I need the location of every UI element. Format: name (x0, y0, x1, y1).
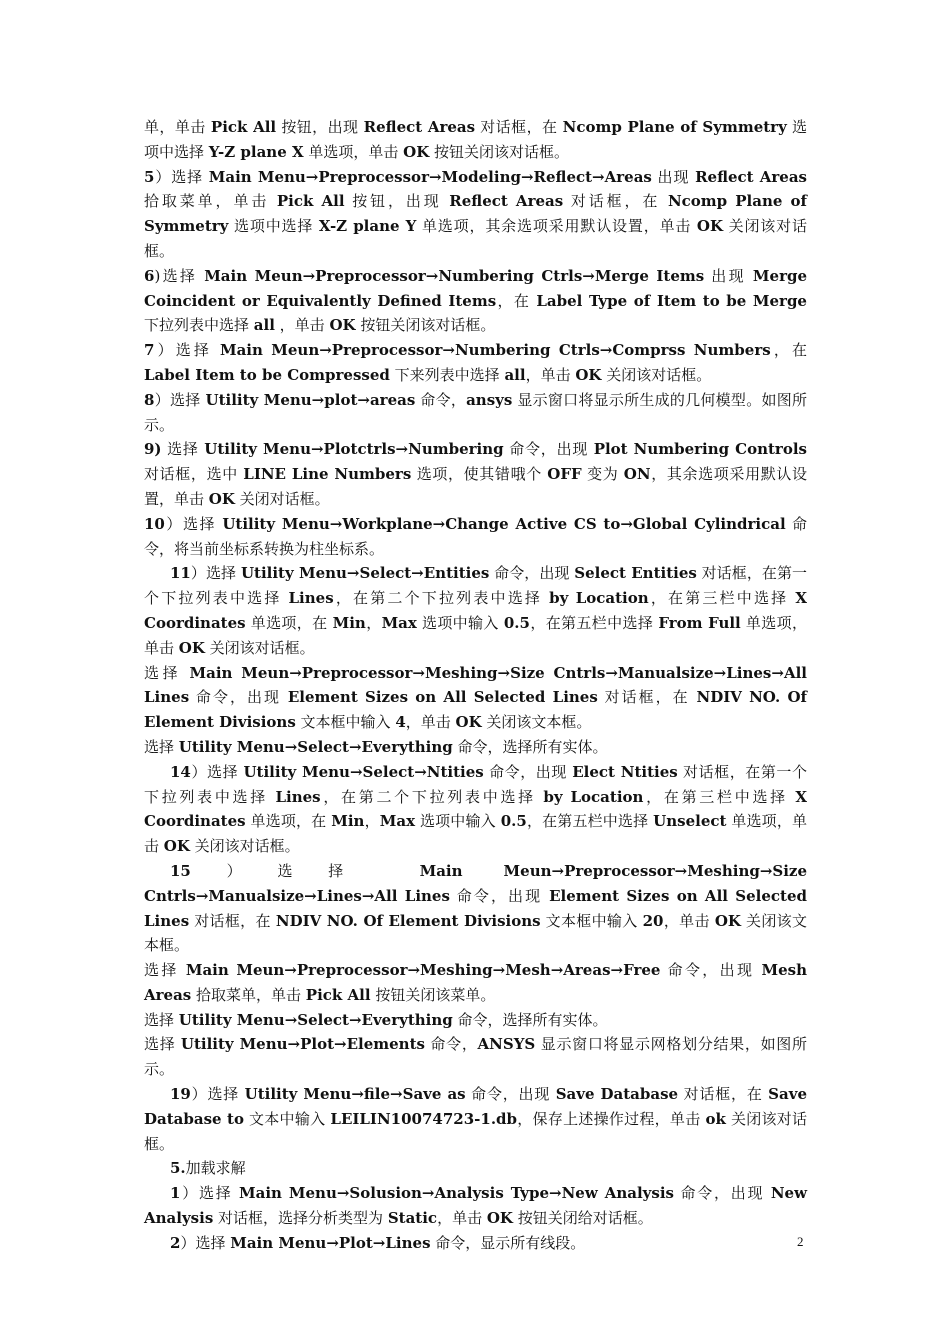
text-run: 命令，选择所有实体。 (452, 737, 608, 756)
bold-term: New Analysis (144, 1184, 807, 1228)
document-body (144, 115, 807, 1256)
text-run: 关闭对话框。 (234, 489, 330, 508)
text-run: 对话框，在 (189, 911, 276, 930)
paragraph (144, 512, 807, 562)
bold-term: OK (403, 142, 430, 161)
text-run: 选项中输入 (416, 613, 504, 632)
text-run: ）选择 (190, 762, 244, 781)
text-run: 单选项，单击 (303, 142, 404, 161)
text-run: ，单击 (437, 1209, 487, 1228)
bold-term: Ncomp Plane of Symmetry (144, 192, 807, 236)
bold-term: Reflect Areas (363, 118, 476, 136)
bold-term: ansys (466, 390, 513, 409)
text-run: )选择 (154, 266, 205, 285)
bold-term: Pick All (276, 192, 345, 211)
text-run: 下来列表中选择 (389, 365, 505, 384)
text-run: ）选择 (190, 564, 241, 583)
bold-term: Main Menu→Preprocessor→Modeling→Reflect→Areas (208, 167, 652, 186)
text-run: 命令，显示所有线段。 (430, 1233, 586, 1252)
text-run: ）选择 (154, 167, 209, 186)
text-run: 命令， (415, 390, 467, 409)
bold-term: Min (332, 613, 366, 632)
text-run: ）选择 (180, 1184, 239, 1203)
text-run: 关闭该对话框。 (144, 217, 807, 260)
bold-term: Y-Z plane X (208, 142, 304, 161)
bold-term: ON (623, 465, 651, 484)
text-run: 对话框，在 (597, 688, 697, 707)
text-run: 出现 (651, 167, 696, 186)
text-run: 文本中输入 (244, 1109, 331, 1128)
text-run: 对话框，选中 (144, 465, 244, 484)
bold-term: Pick All (210, 118, 277, 136)
bold-term: X-Z plane Y (318, 217, 417, 236)
text-run: ，在第二个下拉列表中选择 (333, 589, 550, 608)
bold-term: Pick All (305, 985, 371, 1004)
text-run: ，单击 (274, 316, 330, 335)
bold-term: Elect Ntities (572, 762, 678, 781)
bold-term: OK (486, 1209, 513, 1228)
paragraph (144, 661, 807, 735)
paragraph (144, 165, 807, 264)
paragraph (144, 1032, 807, 1082)
paragraph (144, 388, 807, 438)
paragraph (144, 760, 807, 859)
bold-term: From Full (658, 613, 741, 632)
text-run: 选项中选择 (144, 118, 807, 161)
bold-term: Main Meun→Preprocessor→Meshing→Size Cntrls→Manualsize→Lines→All Lines (144, 861, 807, 905)
bold-term: 1 (170, 1184, 181, 1203)
text-run: ，在第五栏中选择 (529, 613, 659, 632)
text-run: ，单击 (405, 713, 456, 732)
paragraph (144, 264, 807, 338)
text-run: 选择 (144, 1035, 181, 1054)
bold-term: LINE Line Numbers (243, 465, 412, 484)
text-run: ， (364, 812, 380, 831)
text-run: ，在 (770, 341, 807, 360)
text-run: ，保存上述操作过程，单击 (517, 1109, 706, 1128)
text-run: 关闭该文本框。 (144, 911, 807, 955)
text-run: 对话框，在第一个下拉列表中选择 (144, 762, 807, 806)
text-run: 文本框中输入 (295, 713, 396, 732)
text-run: 文本框中输入 (540, 911, 643, 930)
text-run: 出现 (704, 266, 753, 285)
bold-term: OK (455, 713, 482, 732)
bold-term: Label Type of Item to be Merge (536, 291, 807, 310)
bold-term: Utility Menu→Select→Entities (240, 564, 490, 583)
text-run: ，在第二个下拉列表中选择 (320, 787, 544, 806)
bold-term: Reflect Areas (695, 167, 807, 186)
text-run: 关闭该文本框。 (481, 713, 592, 732)
text-run: 按钮关闭该对话框。 (355, 316, 496, 335)
bold-term: Ncomp Plane of Symmetry (562, 118, 787, 136)
text-run: 关闭该对话框。 (189, 837, 300, 856)
bold-term: all (253, 316, 275, 335)
text-run: 命令，选择所有实体。 (452, 1010, 608, 1029)
bold-term: by Location (549, 589, 649, 608)
text-run: ）选择 (164, 514, 223, 533)
text-run: 按钮关闭给对话框。 (512, 1209, 653, 1228)
text-run: 命令，出现 (660, 961, 762, 980)
text-run: ）选择 (190, 861, 420, 880)
text-run: 选择 (144, 1010, 179, 1029)
bold-term: Merge Coincident or Equivalently Defined Items (144, 266, 808, 310)
bold-term: OK (329, 316, 356, 335)
bold-term: Main Menu→Plot→Lines (230, 1233, 431, 1252)
bold-term: Save Database to (144, 1085, 807, 1128)
paragraph (144, 1181, 807, 1231)
text-run: 命令，将当前坐标系转换为柱坐标系。 (144, 514, 807, 558)
text-run: 命令，出现 (489, 564, 575, 583)
text-run: 单选项，单击 (144, 812, 807, 856)
text-run: ，在 (496, 291, 537, 310)
bold-term: OK (178, 638, 205, 657)
text-run: 单，单击 (144, 118, 211, 136)
bold-term: 0.5 (500, 812, 527, 831)
bold-term: 8 (144, 390, 155, 409)
text-run: 选项中选择 (228, 217, 319, 236)
bold-term: Lines (288, 589, 334, 608)
text-run: ）选择 (154, 390, 206, 409)
bold-term: X Coordinates (144, 787, 807, 831)
text-run: 拾取菜单，单击 (144, 192, 277, 211)
paragraph (144, 437, 807, 511)
text-run: 单选项，单击 (144, 613, 807, 657)
bold-term: Label Item to be Compressed (144, 365, 390, 384)
bold-term: Utility Menu→file→Save as (244, 1085, 466, 1104)
bold-term: Utility Menu→Select→Everything (178, 1010, 453, 1029)
bold-term: Utility Menu→Plotctrls→Numbering (204, 440, 504, 459)
bold-term: 7 (144, 341, 155, 360)
bold-term: Element Sizes on All Selected Lines (287, 688, 598, 707)
text-run: ，在第三栏中选择 (643, 787, 796, 806)
text-run: 按钮关闭该对话框。 (429, 142, 570, 161)
text-run: 对话框，在第一个下拉列表中选择 (144, 564, 807, 608)
text-run: 命令，出现 (673, 1184, 771, 1203)
text-run: 命令，出现 (503, 440, 594, 459)
text-run: 加载求解 (185, 1159, 246, 1178)
paragraph (144, 958, 807, 1008)
bold-term: 2 (170, 1233, 181, 1252)
bold-term: NDIV NO. Of Element Divisions (275, 911, 541, 930)
bold-term: 19 (170, 1085, 191, 1104)
bold-term: Min (331, 812, 365, 831)
paragraph (144, 115, 807, 165)
bold-term: Main Meun→Preprocessor→Meshing→Mesh→Areas→Free (185, 961, 661, 980)
bold-term: Utility Menu→Plot→Elements (180, 1035, 425, 1054)
paragraph (144, 1082, 807, 1156)
bold-term: by Location (543, 787, 644, 806)
text-run: 单选项，其余选项采用默认设置，单击 (416, 217, 697, 236)
bold-term: Main Meun→Preprocessor→Numbering Ctrls→Merge Items (204, 266, 705, 285)
text-run: ）选择 (154, 341, 220, 360)
text-run: 对话框，在 (475, 118, 563, 136)
text-run: 选项中输入 (415, 812, 501, 831)
bold-term: X Coordinates (144, 589, 807, 632)
bold-term: Utility Menu→Select→Ntities (243, 762, 484, 781)
text-run: ，在第三栏中选择 (648, 589, 796, 608)
text-run: 显示窗口将显示所生成的几何模型。如图所示。 (144, 390, 807, 434)
bold-term: Main Meun→Preprocessor→Meshing→Size Cntrls→Manualsize→Lines→All Lines (144, 663, 807, 707)
text-run: 单选项，在 (245, 812, 332, 831)
bold-term: ok (705, 1109, 726, 1128)
text-run: 命令，出现 (483, 762, 573, 781)
text-run: 变为 (581, 465, 624, 484)
text-run: 对话框，选择分析类型为 (213, 1209, 388, 1228)
bold-term: Utility Menu→plot→areas (205, 390, 416, 409)
bold-term: 15 (170, 861, 191, 880)
bold-term: OFF (547, 465, 582, 484)
page-number: 2 (797, 1234, 804, 1249)
bold-term: Lines (275, 787, 321, 806)
text-run: 选择 (144, 663, 190, 682)
bold-term: Save Database (555, 1085, 679, 1104)
bold-term: Main Menu→Solusion→Analysis Type→New Analysis (239, 1184, 674, 1203)
bold-term: 11 (170, 564, 191, 583)
bold-term: Unselect (653, 812, 727, 831)
text-run: 选择 (144, 737, 179, 756)
paragraph (144, 561, 807, 660)
text-run: 命令，出现 (449, 886, 550, 905)
text-run: 对话框，在 (678, 1085, 769, 1104)
text-run: 关闭该对话框。 (144, 1109, 807, 1153)
text-run: 关闭该对话框。 (204, 638, 315, 657)
bold-term: OK (696, 217, 723, 236)
bold-term: 5 (144, 167, 155, 186)
bold-term: 9) (144, 440, 162, 459)
text-run: 按钮，出现 (276, 118, 364, 136)
bold-term: 10 (144, 514, 165, 533)
text-run: 单选项，在 (245, 613, 333, 632)
bold-term: OK (208, 489, 235, 508)
text-run: 命令，出现 (465, 1085, 556, 1104)
text-run: ，单击 (663, 911, 715, 930)
text-run: 拾取菜单，单击 (191, 985, 306, 1004)
bold-term: 0.5 (503, 613, 530, 632)
paragraph (144, 859, 807, 958)
text-run: ，其余选项采用默认设置，单击 (144, 465, 807, 508)
bold-term: all (504, 365, 526, 384)
bold-term: Utility Menu→Workplane→Change Active CS to→Global Cylindrical (222, 514, 786, 533)
bold-term: 14 (170, 762, 191, 781)
text-run: 选择 (161, 440, 205, 459)
bold-term: 20 (642, 911, 664, 930)
bold-term: OK (575, 365, 602, 384)
text-run: ， (365, 613, 382, 632)
bold-term: 4 (395, 713, 406, 732)
bold-term: OK (163, 837, 190, 856)
text-run: 选择 (144, 961, 186, 980)
text-run: 命令，出现 (189, 688, 288, 707)
bold-term: OK (714, 911, 741, 930)
text-run: 选项，使其错哦个 (411, 465, 548, 484)
paragraph (144, 1231, 807, 1256)
text-run: 按钮关闭该菜单。 (370, 985, 496, 1004)
text-run: ，单击 (525, 365, 576, 384)
bold-term: Element Sizes on All Selected Lines (144, 886, 807, 930)
text-run: 命令， (424, 1035, 478, 1054)
bold-term: 6 (144, 266, 155, 285)
bold-term: Plot Numbering Controls (593, 440, 807, 459)
text-run: 关闭该对话框。 (601, 365, 712, 384)
bold-term: Max (379, 812, 416, 831)
paragraph (144, 735, 807, 760)
text-run: ）选择 (180, 1233, 231, 1252)
bold-term: Utility Menu→Select→Everything (178, 737, 453, 756)
text-run: 对话框，在 (563, 192, 668, 211)
paragraph (144, 1008, 807, 1033)
bold-term: LEILIN10074723-1.db (330, 1109, 518, 1128)
text-run: 显示窗口将显示网格划分结果，如图所示。 (144, 1035, 807, 1079)
bold-term: Reflect Areas (449, 192, 564, 211)
paragraph (144, 338, 807, 388)
bold-term: Mesh Areas (144, 961, 807, 1004)
text-run: ，在第五栏中选择 (526, 812, 654, 831)
bold-term: Static (387, 1209, 438, 1228)
bold-term: Select Entities (574, 564, 697, 583)
text-run: 下拉列表中选择 (144, 316, 254, 335)
paragraph (144, 1156, 807, 1181)
bold-term: Main Meun→Preprocessor→Numbering Ctrls→Comprss Numbers (219, 341, 771, 360)
bold-term: 5. (170, 1159, 186, 1178)
text-run: ）选择 (190, 1085, 245, 1104)
bold-term: ANSYS (477, 1035, 536, 1054)
bold-term: Max (381, 613, 417, 632)
text-run: 按钮，出现 (344, 192, 450, 211)
bold-term: NDIV NO. Of Element Divisions (144, 688, 807, 732)
